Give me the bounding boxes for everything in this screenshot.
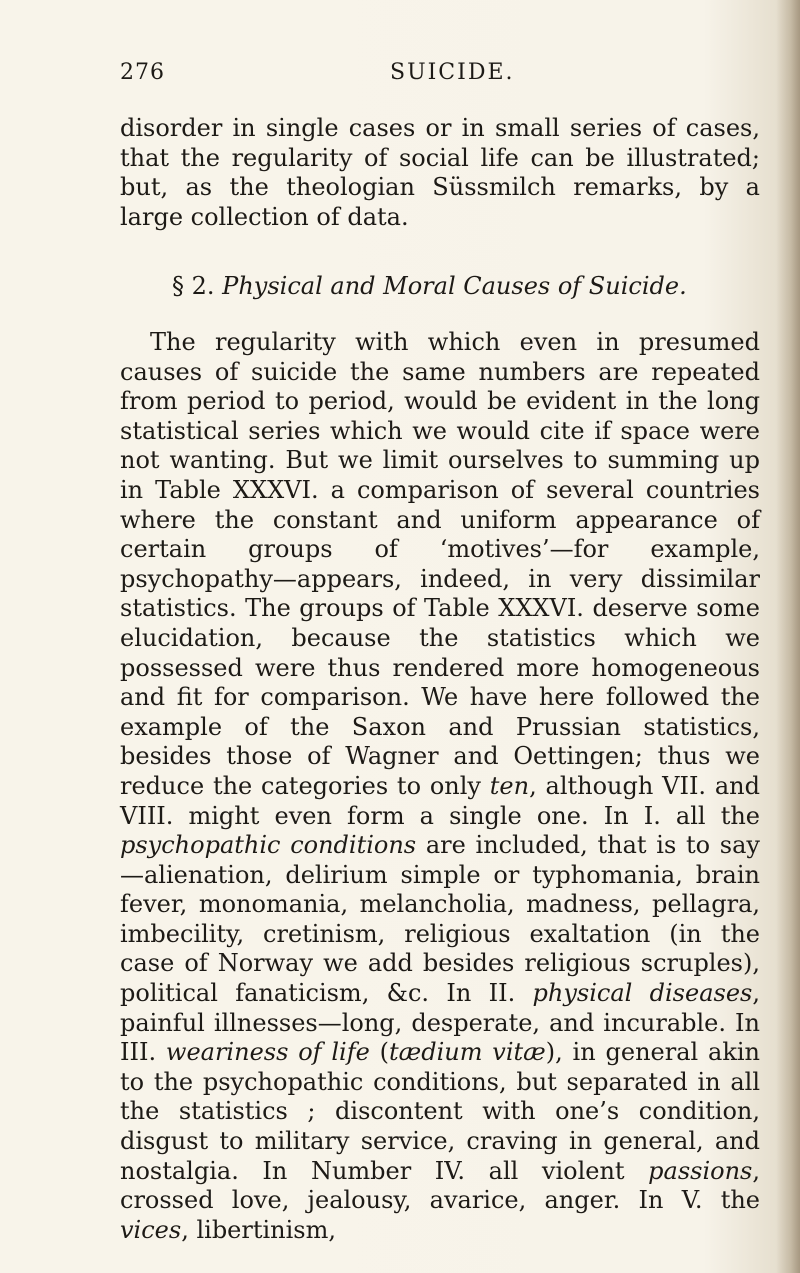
page-number: 276 <box>120 60 165 85</box>
running-head: SUICIDE. <box>390 60 515 85</box>
text-segment: , crossed love, jealousy, avarice, anger. In V. the <box>120 1156 760 1215</box>
emphasis-taedium-vitae: tædium vitæ <box>389 1038 546 1067</box>
emphasis-passions: passions <box>648 1156 753 1185</box>
text-segment: ( <box>369 1038 390 1067</box>
text-segment: are included, that is to say—alienation, delirium simple or typhomania, brain fever, monomania, melancholia, madness, pellagra, imbecility, cretinism, religious exaltation (in the case of Norway we add besides religious scruples), political fanaticism, &c. In II. <box>120 831 760 1008</box>
text-segment: , libertinism, <box>181 1215 337 1244</box>
emphasis-vices: vices <box>120 1215 182 1244</box>
emphasis-psychopathic-conditions: psychopathic conditions <box>120 831 417 860</box>
text-segment: The regularity with which even in presumed causes of suicide the same numbers are repeated from period to period, would be evident in the long statistical series which we would cite if space were not wanting. But we limit ourselves to summing up in Table XXXVI. a comparison of several countries where the constant and uniform appearance of certain groups of ‘motives’—for example, psychopathy—appears, indeed, in very dissimilar statistics. The groups of Table XXXVI. deserve some elucidation, because the statistics which we possessed were thus rendered more homogeneous and fit for comparison. We have here followed the example of the Saxon and Prussian statistics, besides those of Wagner and Oettingen; thus we reduce the categories to only <box>120 328 760 800</box>
section-number: § 2. <box>172 272 215 300</box>
text-segment: , although VII. and VIII. might even form a single one. In I. all the <box>120 771 760 830</box>
emphasis-weariness-of-life: weariness of life <box>165 1038 370 1067</box>
page-header <box>120 58 760 88</box>
section-heading <box>172 271 760 301</box>
emphasis-ten: ten <box>489 771 530 800</box>
paragraph-causes <box>120 328 760 1245</box>
text-segment: ), in general akin to the psychopathic conditions, but separated in all the statistics ; discontent with one’s condition, disgust to military service, craving in general, and nostalgia. In Number IV. all violent <box>120 1038 760 1185</box>
emphasis-physical-diseases: physical diseases <box>532 979 753 1008</box>
paragraph-continuation: disorder in single cases or in small series of cases, that the regularity of social life can be illustrated; but, as the theologian Süssmilch remarks, by a large collection of data. <box>120 114 760 231</box>
page-edge-shadow <box>776 0 800 1273</box>
text-segment: , painful illnesses—long, desperate, and incurable. In III. <box>120 979 760 1067</box>
section-title: Physical and Moral Causes of Suicide. <box>222 272 687 300</box>
